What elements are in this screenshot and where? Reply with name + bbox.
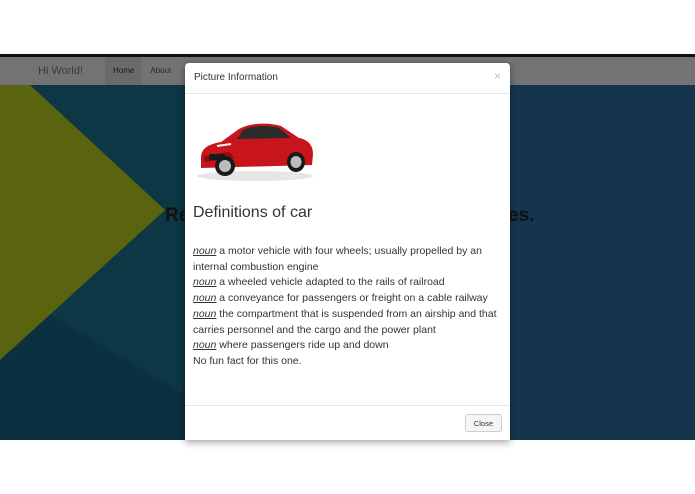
- definition-text: a wheeled vehicle adapted to the rails of railroad: [216, 276, 445, 289]
- definition-text: the compartment that is suspended from an airship and that carries personnel and the cargo and the power plant: [193, 307, 497, 336]
- definitions-list: [193, 244, 501, 370]
- definition-text: where passengers ride up and down: [216, 339, 389, 352]
- pos-label: noun: [193, 245, 217, 257]
- top-rule: [0, 54, 695, 57]
- fun-fact: No fun fact for this one.: [193, 354, 302, 367]
- pos-label: noun: [193, 307, 217, 320]
- modal-footer: [185, 405, 510, 441]
- modal-header: [185, 63, 510, 94]
- car-image: [195, 118, 317, 182]
- definition-text: a motor vehicle with four wheels; usually propelled by an internal combustion engine: [193, 245, 482, 273]
- definitions-heading: Definitions of car: [193, 204, 313, 221]
- close-button[interactable]: Close: [465, 414, 502, 432]
- definition-text: a conveyance for passengers or freight on a cable railway: [216, 292, 488, 305]
- pos-label: noun: [193, 292, 217, 305]
- pos-label: noun: [193, 276, 217, 289]
- picture-info-modal: [185, 63, 510, 440]
- pos-label: noun: [193, 339, 217, 352]
- close-icon[interactable]: ×: [493, 69, 501, 83]
- modal-title: Picture Information: [194, 72, 278, 83]
